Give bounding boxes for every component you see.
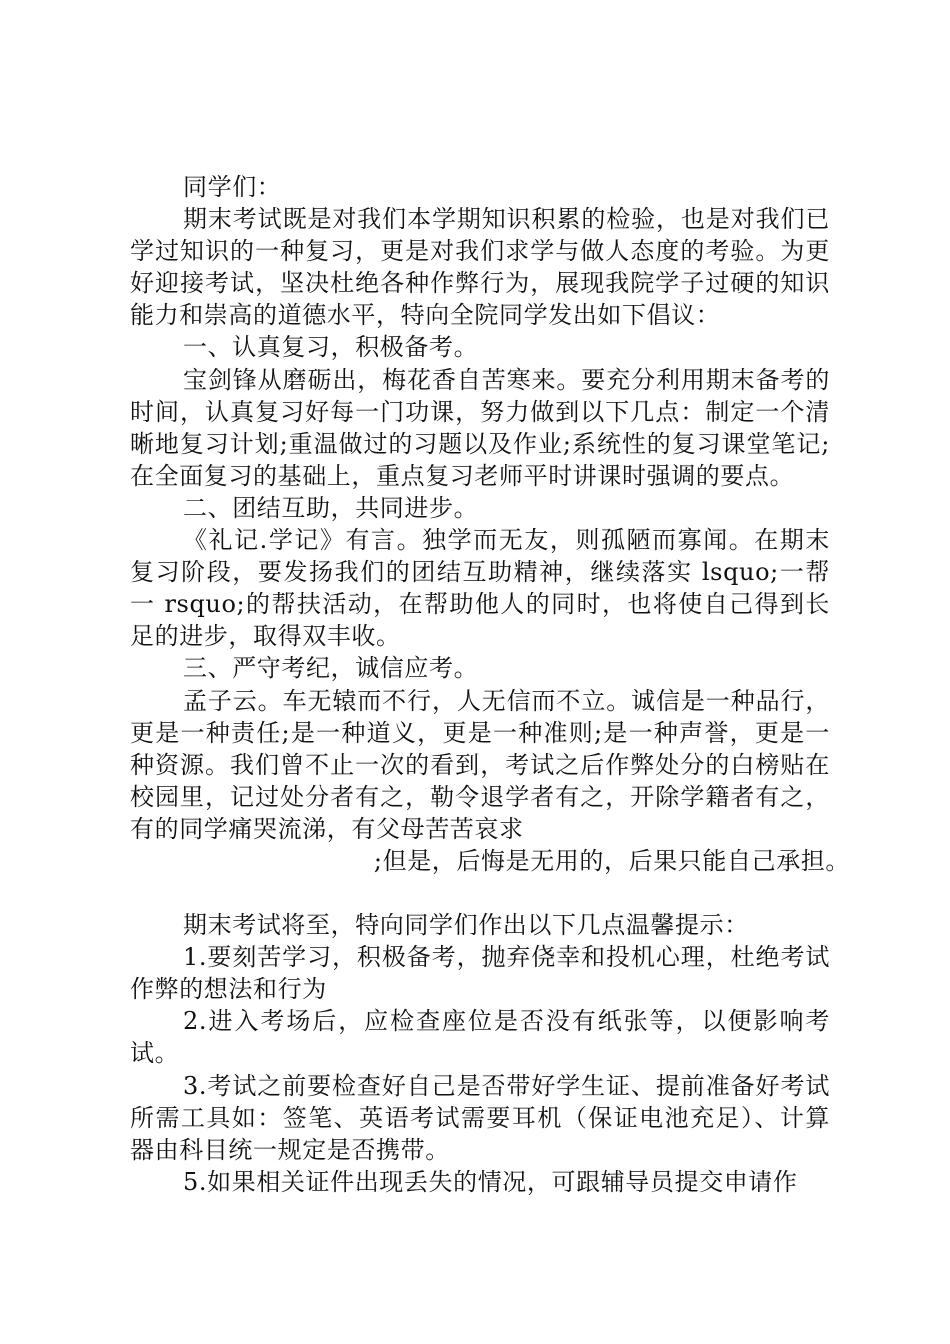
paragraph-1: 宝剑锋从磨砺出，梅花香自苦寒来。要充分利用期末备考的时间，认真复习好每一门功课，努力做到以下几点：制定一个清晰地复习计划;重温做过的习题以及作业;系统性的复习课堂笔记;在全面复习的基础上，重点复习老师平时讲课时强调的要点。 xyxy=(130,365,830,490)
document-body xyxy=(130,171,850,1198)
tip-1: 1.要刻苦学习，积极备考，抛弃侥幸和投机心理，杜绝考试作弊的想法和行为 xyxy=(130,943,830,1004)
heading-2: 二、团结互助，共同进步。 xyxy=(183,493,479,522)
paragraph-3: 孟子云。车无辕而不行，人无信而不立。诚信是一种品行，更是一种责任;是一种道义，更是一种准则;是一种声誉，更是一种资源。我们曾不止一次的看到，考试之后作弊处分的白榜贴在校园里，记过处分者有之，勒令退学者有之，开除学籍者有之，有的同学痛哭流涕，有父母苦苦哀求 xyxy=(130,686,830,843)
tip-5: 5.如果相关证件出现丢失的情况，可跟辅导员提交申请作 xyxy=(183,1167,798,1196)
intro-paragraph: 期末考试既是对我们本学期知识积累的检验，也是对我们已学过知识的一种复习，更是对我们求学与做人态度的考验。为更好迎接考试，坚决杜绝各种作弊行为，展现我院学子过硬的知识能力和崇高的道德水平，特向全院同学发出如下倡议： xyxy=(130,205,830,330)
paragraph-3-continuation: ;但是，后悔是无用的，后果只能自己承担。 xyxy=(373,846,850,875)
heading-1: 一、认真复习，积极备考。 xyxy=(183,333,479,362)
salutation: 同学们： xyxy=(183,173,282,201)
tip-2: 2.进入考场后，应检查座位是否没有纸张等，以便影响考试。 xyxy=(130,1007,830,1068)
paragraph-2: 《礼记.学记》有言。独学而无友，则孤陋而寡闻。在期末复习阶段，要发扬我们的团结互助精神，继续落实 lsquo;一帮一 rsquo;的帮扶活动，在帮助他人的同时，也将使自己得到长足的进步，取得双丰收。 xyxy=(130,526,830,651)
paragraph-gap xyxy=(130,877,830,909)
tips-intro: 期末考试将至，特向同学们作出以下几点温馨提示： xyxy=(183,911,749,940)
tip-3: 3.考试之前要检查好自己是否带好学生证、提前准备好考试所需工具如：签笔、英语考试需要耳机（保证电池充足）、计算器由科目统一规定是否携带。 xyxy=(130,1071,830,1164)
heading-3: 三、严守考纪，诚信应考。 xyxy=(183,654,479,683)
